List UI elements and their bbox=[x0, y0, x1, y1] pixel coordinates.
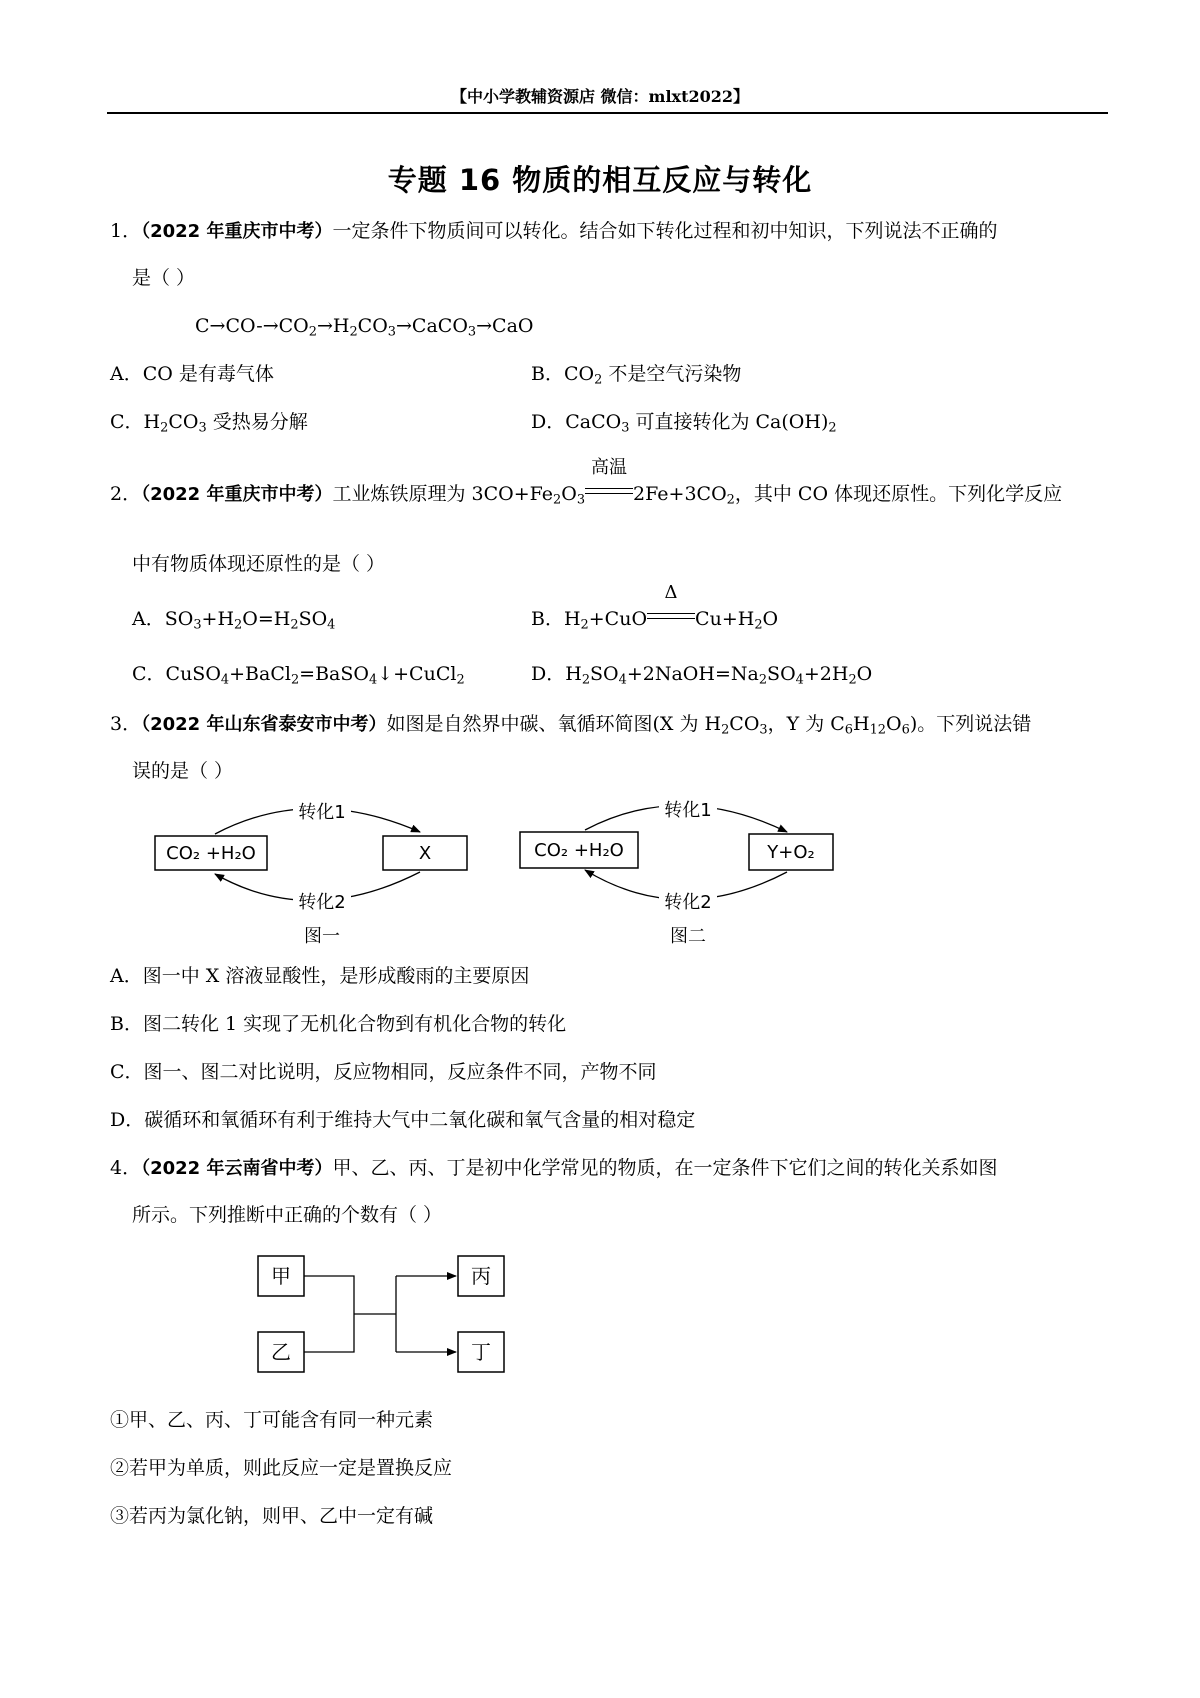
q3-figures bbox=[145, 792, 845, 950]
q1-source: （2022 年重庆市中考） bbox=[141, 221, 333, 242]
box-jia-label: 甲 bbox=[271, 1264, 291, 1288]
q1-formula: $C\to CO-\to CO_2\to H_2CO_3\to CaCO_3\to CaO$ bbox=[195, 315, 534, 340]
fig1-left-box-text: CO₂ +H₂O bbox=[166, 843, 256, 864]
header-rule bbox=[107, 112, 1108, 114]
q4-statement-1: ①甲、乙、丙、丁可能含有同一种元素 bbox=[110, 1409, 434, 1431]
q1-option-b: B．$CO_2$ 不是空气污染物 bbox=[531, 363, 742, 388]
q1-stem: 一定条件下物质间可以转化。结合如下转化过程和初中知识，下列说法不正确的 bbox=[332, 220, 998, 242]
q3-option-b: B．图二转化 1 实现了无机化合物到有机化合物的转化 bbox=[110, 1013, 567, 1035]
q2-option-b: B．$H_2+CuO$ Δ $Cu+H_2O$ bbox=[531, 582, 779, 633]
q3-option-a: A．图一中 X 溶液显酸性，是形成酸雨的主要原因 bbox=[110, 965, 530, 987]
q2-stem-line2: 中有物质体现还原性的是（ ） bbox=[132, 553, 386, 575]
q3-option-c: C．图一、图二对比说明，反应物相同，反应条件不同，产物不同 bbox=[110, 1061, 657, 1083]
q1-stem-line2: 是（ ） bbox=[132, 267, 196, 289]
q4-statement-2: ②若甲为单质，则此反应一定是置换反应 bbox=[110, 1457, 453, 1479]
fig1-top-label: 转化1 bbox=[298, 802, 346, 823]
fig2-top-label: 转化1 bbox=[664, 800, 712, 821]
q3-option-d: D．碳循环和氧循环有利于维持大气中二氧化碳和氧气含量的相对稳定 bbox=[110, 1109, 696, 1131]
box-ding-label: 丁 bbox=[471, 1340, 491, 1364]
q2-b-condition-equals: Δ bbox=[647, 607, 695, 631]
fig2-right-box-text: Y+O₂ bbox=[767, 842, 815, 863]
q3-stem-line2: 误的是（ ） bbox=[132, 760, 234, 782]
q2-option-c: C．CuSO$_4$+BaCl$_2$=BaSO$_4$↓+CuCl$_2$ bbox=[132, 663, 465, 688]
q3-figure-1 bbox=[155, 800, 467, 947]
fig2-caption: 图二 bbox=[670, 926, 706, 947]
q4-stem-line2: 所示。下列推断中正确的个数有（ ） bbox=[132, 1204, 443, 1226]
page-header: 【中小学教辅资源店 微信：mlxt2022】 bbox=[450, 87, 750, 106]
q2-stem-line1: 2．（2022 年重庆市中考）工业炼铁原理为 $3CO+Fe_2O_3$ 高温 $2Fe+3CO_2$，其中 CO 体现还原性。下列化学反应 bbox=[110, 457, 1063, 508]
fig1-caption: 图一 bbox=[304, 926, 340, 947]
q1-number: 1． bbox=[110, 220, 142, 242]
q4-stem-line1: 4．（2022 年云南省中考）甲、乙、丙、丁是初中化学常见的物质，在一定条件下它们之间的转化关系如图 bbox=[110, 1157, 998, 1179]
q2-option-a: A．$SO_3+H_2O=H_2SO_4$ bbox=[132, 608, 336, 633]
q4-statement-3: ③若丙为氯化钠，则甲、乙中一定有碱 bbox=[110, 1505, 434, 1527]
q2-option-d: D．$H_2SO_4+2NaOH=Na_2SO_4+2H_2O$ bbox=[531, 663, 873, 688]
q1-option-d: D．CaCO$_3$ 可直接转化为 $Ca(OH)_2$ bbox=[531, 411, 837, 436]
q1-option-c: C．$H_2CO_3$ 受热易分解 bbox=[110, 411, 308, 436]
box-bing-label: 丙 bbox=[471, 1264, 491, 1288]
q4-source: （2022 年云南省中考） bbox=[141, 1158, 333, 1179]
q3-stem-line1: 3．（2022 年山东省泰安市中考）如图是自然界中碳、氧循环简图(X 为 $H_2CO_3$，Y 为 $C_6H_{12}O_6$)。下列说法错 bbox=[110, 713, 1032, 738]
fig2-bottom-label: 转化2 bbox=[664, 892, 712, 913]
q3-number: 3． bbox=[110, 713, 142, 735]
q4-number: 4． bbox=[110, 1157, 142, 1179]
q4-connector bbox=[304, 1276, 456, 1352]
q3-source: （2022 年山东省泰安市中考） bbox=[141, 714, 387, 735]
page-title: 专题 16 物质的相互反应与转化 bbox=[387, 163, 813, 197]
fig1-right-box-text: X bbox=[418, 843, 432, 864]
fig2-left-box-text: CO₂ +H₂O bbox=[534, 840, 624, 861]
q2-source: （2022 年重庆市中考） bbox=[141, 484, 333, 505]
q3-figure-2 bbox=[520, 798, 833, 947]
q2-condition-equals: 高温 bbox=[585, 482, 633, 506]
q4-diagram bbox=[250, 1248, 512, 1378]
q2-number: 2． bbox=[110, 483, 142, 505]
box-yi-label: 乙 bbox=[271, 1340, 291, 1364]
q1-option-a: A．CO 是有毒气体 bbox=[110, 363, 274, 385]
fig1-bottom-label: 转化2 bbox=[298, 892, 346, 913]
q1-stem-line1 bbox=[110, 219, 997, 244]
